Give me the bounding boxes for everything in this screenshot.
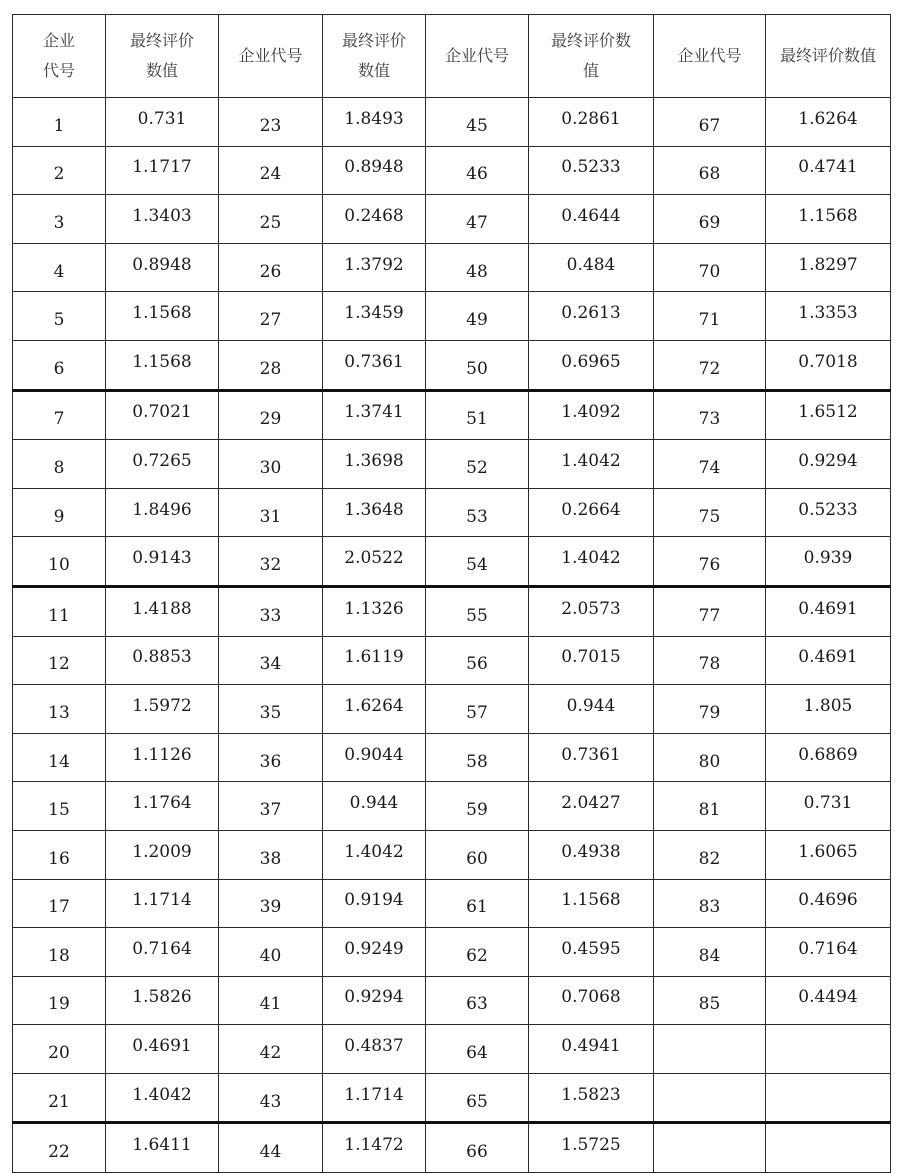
final-score-cell: 2.0573 (529, 586, 654, 636)
final-score-cell: 1.1472 (323, 1123, 426, 1173)
enterprise-code-cell: 69 (654, 195, 766, 244)
final-score-cell: 1.6512 (766, 390, 891, 440)
enterprise-code-cell: 35 (219, 685, 323, 734)
final-score-cell: 1.5725 (529, 1123, 654, 1173)
final-score-cell: 1.1126 (106, 733, 219, 782)
table-row (13, 733, 891, 782)
final-score-cell: 1.1568 (766, 195, 891, 244)
enterprise-code-cell: 75 (654, 488, 766, 537)
header-final-score-3 (529, 15, 654, 98)
enterprise-code-cell: 36 (219, 733, 323, 782)
header-text-line: 企业 (42, 31, 75, 50)
final-score-cell: 0.2861 (529, 98, 654, 147)
final-score-cell: 1.3403 (106, 195, 219, 244)
enterprise-code-cell: 46 (426, 146, 529, 195)
final-score-cell: 1.8493 (323, 98, 426, 147)
table-row (13, 243, 891, 292)
final-score-cell: 1.6119 (323, 636, 426, 685)
enterprise-code-cell: 81 (654, 782, 766, 831)
final-score-cell: 0.2664 (529, 488, 654, 537)
table-container (12, 14, 891, 1173)
final-score-cell: 1.1568 (529, 879, 654, 928)
final-score-cell: 0.9294 (323, 976, 426, 1025)
enterprise-code-cell: 2 (13, 146, 106, 195)
enterprise-code-cell: 14 (13, 733, 106, 782)
enterprise-code-cell: 72 (654, 340, 766, 390)
final-score-cell: 1.1717 (106, 146, 219, 195)
enterprise-code-cell: 8 (13, 440, 106, 489)
table-row (13, 1025, 891, 1074)
enterprise-code-cell: 10 (13, 537, 106, 587)
final-score-cell: 0.7265 (106, 440, 219, 489)
enterprise-code-cell: 18 (13, 928, 106, 977)
enterprise-code-cell: 57 (426, 685, 529, 734)
enterprise-code-cell (654, 1073, 766, 1123)
enterprise-code-cell: 66 (426, 1123, 529, 1173)
final-score-cell: 1.3698 (323, 440, 426, 489)
final-score-cell: 0.7018 (766, 340, 891, 390)
enterprise-code-cell: 19 (13, 976, 106, 1025)
header-text-line: 数值 (145, 61, 178, 80)
final-score-cell (766, 1073, 891, 1123)
table-row (13, 98, 891, 147)
final-score-cell (766, 1025, 891, 1074)
final-score-cell: 1.6264 (323, 685, 426, 734)
header-enterprise-code-4: 企业代号 (654, 15, 766, 98)
final-score-cell: 0.939 (766, 537, 891, 587)
enterprise-code-cell: 27 (219, 292, 323, 341)
final-score-cell: 1.4042 (323, 830, 426, 879)
final-score-cell: 1.3459 (323, 292, 426, 341)
final-score-cell: 1.4042 (529, 440, 654, 489)
final-score-cell: 1.5972 (106, 685, 219, 734)
final-score-cell: 0.9044 (323, 733, 426, 782)
final-score-cell: 0.2613 (529, 292, 654, 341)
enterprise-code-cell: 15 (13, 782, 106, 831)
table-row (13, 537, 891, 587)
enterprise-code-cell: 45 (426, 98, 529, 147)
enterprise-code-cell: 37 (219, 782, 323, 831)
enterprise-code-cell: 50 (426, 340, 529, 390)
enterprise-code-cell: 84 (654, 928, 766, 977)
table-row (13, 1123, 891, 1173)
final-score-cell: 0.4691 (766, 586, 891, 636)
enterprise-code-cell: 30 (219, 440, 323, 489)
final-score-cell: 0.484 (529, 243, 654, 292)
final-score-cell: 1.6065 (766, 830, 891, 879)
enterprise-code-cell: 44 (219, 1123, 323, 1173)
enterprise-code-cell: 73 (654, 390, 766, 440)
enterprise-code-cell: 60 (426, 830, 529, 879)
table-row (13, 879, 891, 928)
enterprise-code-cell: 83 (654, 879, 766, 928)
final-score-cell: 0.731 (766, 782, 891, 831)
enterprise-code-cell: 3 (13, 195, 106, 244)
enterprise-code-cell: 41 (219, 976, 323, 1025)
final-score-cell: 0.9294 (766, 440, 891, 489)
final-score-cell: 0.9249 (323, 928, 426, 977)
final-score-cell: 0.6869 (766, 733, 891, 782)
final-score-cell: 0.5233 (529, 146, 654, 195)
enterprise-code-cell: 23 (219, 98, 323, 147)
enterprise-code-cell: 56 (426, 636, 529, 685)
enterprise-code-cell: 77 (654, 586, 766, 636)
header-text-line: 值 (582, 61, 599, 80)
enterprise-code-cell: 80 (654, 733, 766, 782)
enterprise-code-cell: 55 (426, 586, 529, 636)
enterprise-code-cell: 47 (426, 195, 529, 244)
header-row (13, 15, 891, 98)
table-row (13, 782, 891, 831)
final-score-cell: 0.731 (106, 98, 219, 147)
final-score-cell: 0.4494 (766, 976, 891, 1025)
final-score-cell: 0.4741 (766, 146, 891, 195)
enterprise-code-cell: 48 (426, 243, 529, 292)
enterprise-code-cell: 33 (219, 586, 323, 636)
final-score-cell: 1.8297 (766, 243, 891, 292)
final-score-cell: 0.7361 (529, 733, 654, 782)
header-text-line: 最终评价 (129, 31, 194, 50)
table-row (13, 976, 891, 1025)
final-score-cell: 0.4941 (529, 1025, 654, 1074)
final-score-cell: 0.2468 (323, 195, 426, 244)
enterprise-code-cell: 26 (219, 243, 323, 292)
final-score-cell: 1.3648 (323, 488, 426, 537)
table-row (13, 928, 891, 977)
header-text-line: 最终评价 (341, 31, 406, 50)
enterprise-code-cell: 76 (654, 537, 766, 587)
final-score-cell: 0.7015 (529, 636, 654, 685)
final-score-cell: 1.2009 (106, 830, 219, 879)
enterprise-code-cell: 71 (654, 292, 766, 341)
enterprise-code-cell: 4 (13, 243, 106, 292)
final-score-cell: 1.4042 (529, 537, 654, 587)
enterprise-code-cell: 51 (426, 390, 529, 440)
enterprise-code-cell: 63 (426, 976, 529, 1025)
enterprise-code-cell: 58 (426, 733, 529, 782)
final-score-cell: 0.4644 (529, 195, 654, 244)
final-score-cell: 0.4837 (323, 1025, 426, 1074)
final-score-cell: 1.3741 (323, 390, 426, 440)
enterprise-code-cell: 68 (654, 146, 766, 195)
enterprise-code-cell: 12 (13, 636, 106, 685)
final-score-cell: 0.4696 (766, 879, 891, 928)
header-enterprise-code-3: 企业代号 (426, 15, 529, 98)
enterprise-code-cell: 11 (13, 586, 106, 636)
final-score-cell: 1.805 (766, 685, 891, 734)
final-score-cell: 1.6411 (106, 1123, 219, 1173)
header-final-score-1 (106, 15, 219, 98)
final-score-cell: 0.5233 (766, 488, 891, 537)
final-score-cell: 1.1568 (106, 292, 219, 341)
enterprise-code-cell: 25 (219, 195, 323, 244)
enterprise-code-cell: 34 (219, 636, 323, 685)
final-score-cell: 1.6264 (766, 98, 891, 147)
final-score-cell: 1.4092 (529, 390, 654, 440)
table-row (13, 390, 891, 440)
final-score-cell: 1.4188 (106, 586, 219, 636)
enterprise-code-cell: 61 (426, 879, 529, 928)
final-score-cell: 1.3353 (766, 292, 891, 341)
header-final-score-4: 最终评价数值 (766, 15, 891, 98)
enterprise-code-cell: 13 (13, 685, 106, 734)
final-score-cell: 0.944 (529, 685, 654, 734)
header-text-line: 最终评价数 (550, 31, 631, 50)
enterprise-code-cell: 70 (654, 243, 766, 292)
enterprise-code-cell: 40 (219, 928, 323, 977)
table-body (13, 98, 891, 1173)
final-score-cell: 0.4691 (766, 636, 891, 685)
enterprise-code-cell: 21 (13, 1073, 106, 1123)
header-final-score-2 (323, 15, 426, 98)
final-score-cell: 0.7164 (106, 928, 219, 977)
enterprise-code-cell: 42 (219, 1025, 323, 1074)
final-score-cell: 1.1714 (106, 879, 219, 928)
final-score-cell: 1.1764 (106, 782, 219, 831)
header-enterprise-code-1 (13, 15, 106, 98)
final-score-cell: 0.8948 (323, 146, 426, 195)
enterprise-code-cell: 32 (219, 537, 323, 587)
final-score-cell: 1.4042 (106, 1073, 219, 1123)
enterprise-code-cell: 9 (13, 488, 106, 537)
enterprise-code-cell: 62 (426, 928, 529, 977)
enterprise-code-cell: 74 (654, 440, 766, 489)
enterprise-code-cell: 6 (13, 340, 106, 390)
table-row (13, 685, 891, 734)
table-row (13, 195, 891, 244)
final-score-cell: 0.4595 (529, 928, 654, 977)
enterprise-code-cell: 67 (654, 98, 766, 147)
enterprise-code-cell: 64 (426, 1025, 529, 1074)
final-score-cell: 0.7164 (766, 928, 891, 977)
final-score-cell: 1.1568 (106, 340, 219, 390)
final-score-cell: 1.8496 (106, 488, 219, 537)
table-row (13, 340, 891, 390)
enterprise-code-cell: 65 (426, 1073, 529, 1123)
header-text-line: 数值 (357, 61, 390, 80)
enterprise-code-cell: 31 (219, 488, 323, 537)
enterprise-code-cell: 38 (219, 830, 323, 879)
enterprise-code-cell: 16 (13, 830, 106, 879)
table-row (13, 146, 891, 195)
enterprise-code-cell (654, 1025, 766, 1074)
table-row (13, 636, 891, 685)
enterprise-code-cell: 5 (13, 292, 106, 341)
final-score-cell: 1.1326 (323, 586, 426, 636)
final-score-cell: 1.1714 (323, 1073, 426, 1123)
table-row (13, 488, 891, 537)
evaluation-table (12, 14, 891, 1173)
enterprise-code-cell: 79 (654, 685, 766, 734)
enterprise-code-cell: 43 (219, 1073, 323, 1123)
final-score-cell: 0.8853 (106, 636, 219, 685)
enterprise-code-cell: 52 (426, 440, 529, 489)
table-row (13, 292, 891, 341)
enterprise-code-cell (654, 1123, 766, 1173)
table-row (13, 830, 891, 879)
final-score-cell: 0.9194 (323, 879, 426, 928)
table-row (13, 586, 891, 636)
final-score-cell: 0.944 (323, 782, 426, 831)
enterprise-code-cell: 20 (13, 1025, 106, 1074)
final-score-cell: 0.9143 (106, 537, 219, 587)
enterprise-code-cell: 22 (13, 1123, 106, 1173)
table-row (13, 440, 891, 489)
enterprise-code-cell: 28 (219, 340, 323, 390)
final-score-cell: 2.0522 (323, 537, 426, 587)
final-score-cell: 1.5823 (529, 1073, 654, 1123)
final-score-cell: 0.8948 (106, 243, 219, 292)
enterprise-code-cell: 29 (219, 390, 323, 440)
header-text-line: 代号 (42, 61, 75, 80)
final-score-cell: 0.7068 (529, 976, 654, 1025)
enterprise-code-cell: 54 (426, 537, 529, 587)
enterprise-code-cell: 39 (219, 879, 323, 928)
enterprise-code-cell: 17 (13, 879, 106, 928)
final-score-cell (766, 1123, 891, 1173)
enterprise-code-cell: 85 (654, 976, 766, 1025)
final-score-cell: 1.5826 (106, 976, 219, 1025)
header-enterprise-code-2: 企业代号 (219, 15, 323, 98)
enterprise-code-cell: 82 (654, 830, 766, 879)
final-score-cell: 0.4691 (106, 1025, 219, 1074)
final-score-cell: 0.7361 (323, 340, 426, 390)
enterprise-code-cell: 7 (13, 390, 106, 440)
table-row (13, 1073, 891, 1123)
final-score-cell: 0.7021 (106, 390, 219, 440)
enterprise-code-cell: 53 (426, 488, 529, 537)
final-score-cell: 2.0427 (529, 782, 654, 831)
enterprise-code-cell: 1 (13, 98, 106, 147)
final-score-cell: 0.6965 (529, 340, 654, 390)
final-score-cell: 1.3792 (323, 243, 426, 292)
enterprise-code-cell: 24 (219, 146, 323, 195)
enterprise-code-cell: 78 (654, 636, 766, 685)
enterprise-code-cell: 59 (426, 782, 529, 831)
enterprise-code-cell: 49 (426, 292, 529, 341)
final-score-cell: 0.4938 (529, 830, 654, 879)
